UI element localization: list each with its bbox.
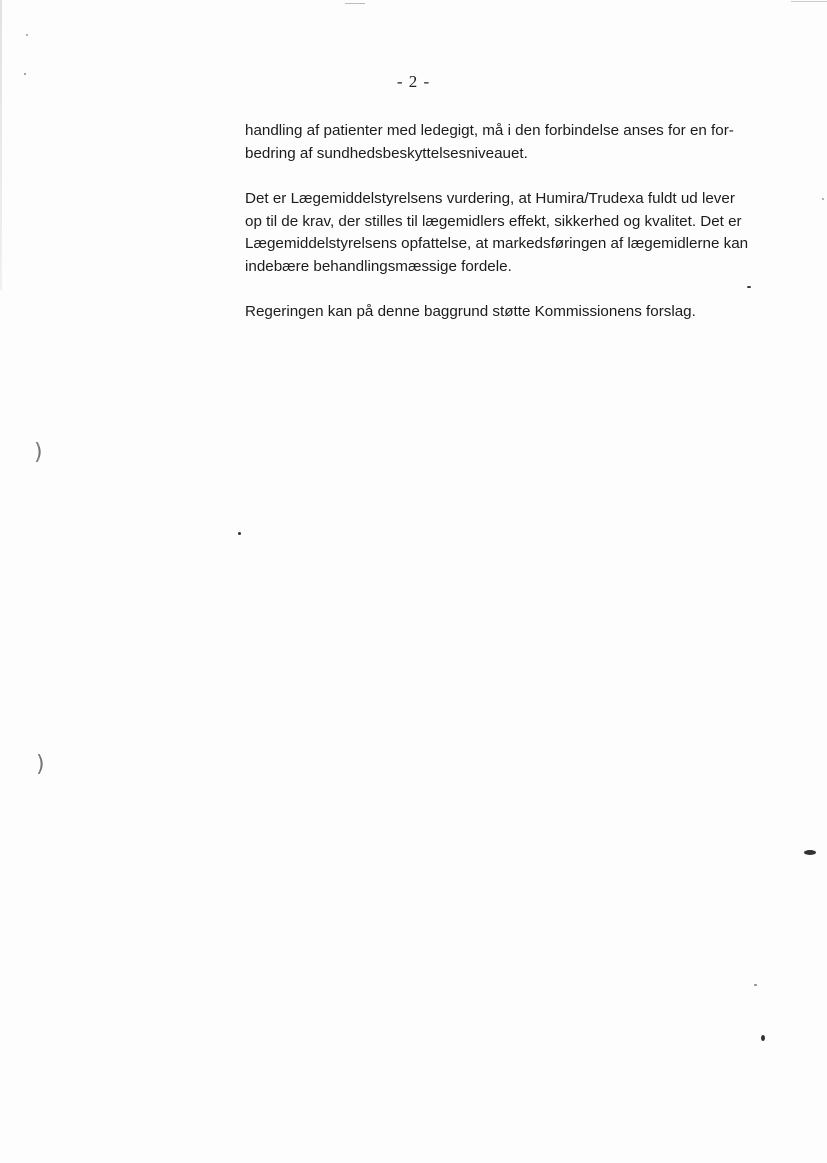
scan-artifact-line <box>345 3 365 4</box>
scan-speck <box>804 850 816 855</box>
body-text <box>245 120 765 347</box>
scan-speck <box>747 286 751 288</box>
text-line: Lægemiddelstyrelsens opfattelse, at markedsføringen af lægemidlerne kan <box>245 235 749 252</box>
punch-hole-mark: ) <box>36 752 45 777</box>
text-line: op til de krav, der stilles til lægemidlers effekt, sikkerhed og kvalitet. Det er <box>245 212 742 230</box>
punch-hole-mark: ) <box>34 440 43 465</box>
scan-speck <box>754 984 757 986</box>
text-line: indebære behandlingsmæssige fordele. <box>245 257 512 275</box>
scan-speck <box>24 73 26 75</box>
scan-speck <box>761 1035 765 1041</box>
scan-speck <box>26 34 28 36</box>
paragraph-2 <box>245 188 765 278</box>
text-line: Det er Lægemiddelstyrelsens vurdering, at Humira/Trudexa fuldt ud lever <box>245 190 735 207</box>
paragraph-1 <box>245 120 765 165</box>
text-line: Regeringen kan på denne baggrund støtte Kommissionens forslag. <box>245 303 696 320</box>
scan-edge-shadow <box>0 0 2 290</box>
scan-speck <box>822 198 824 200</box>
text-line: handling af patienter med ledegigt, må i den forbindelse anses for en for- <box>245 122 734 139</box>
scan-speck <box>238 532 241 535</box>
scan-artifact-line <box>791 1 827 2</box>
page-number: - 2 - <box>396 72 431 91</box>
text-line: bedring af sundhedsbeskyttelsesniveauet. <box>245 144 528 162</box>
paragraph-3 <box>245 301 765 324</box>
